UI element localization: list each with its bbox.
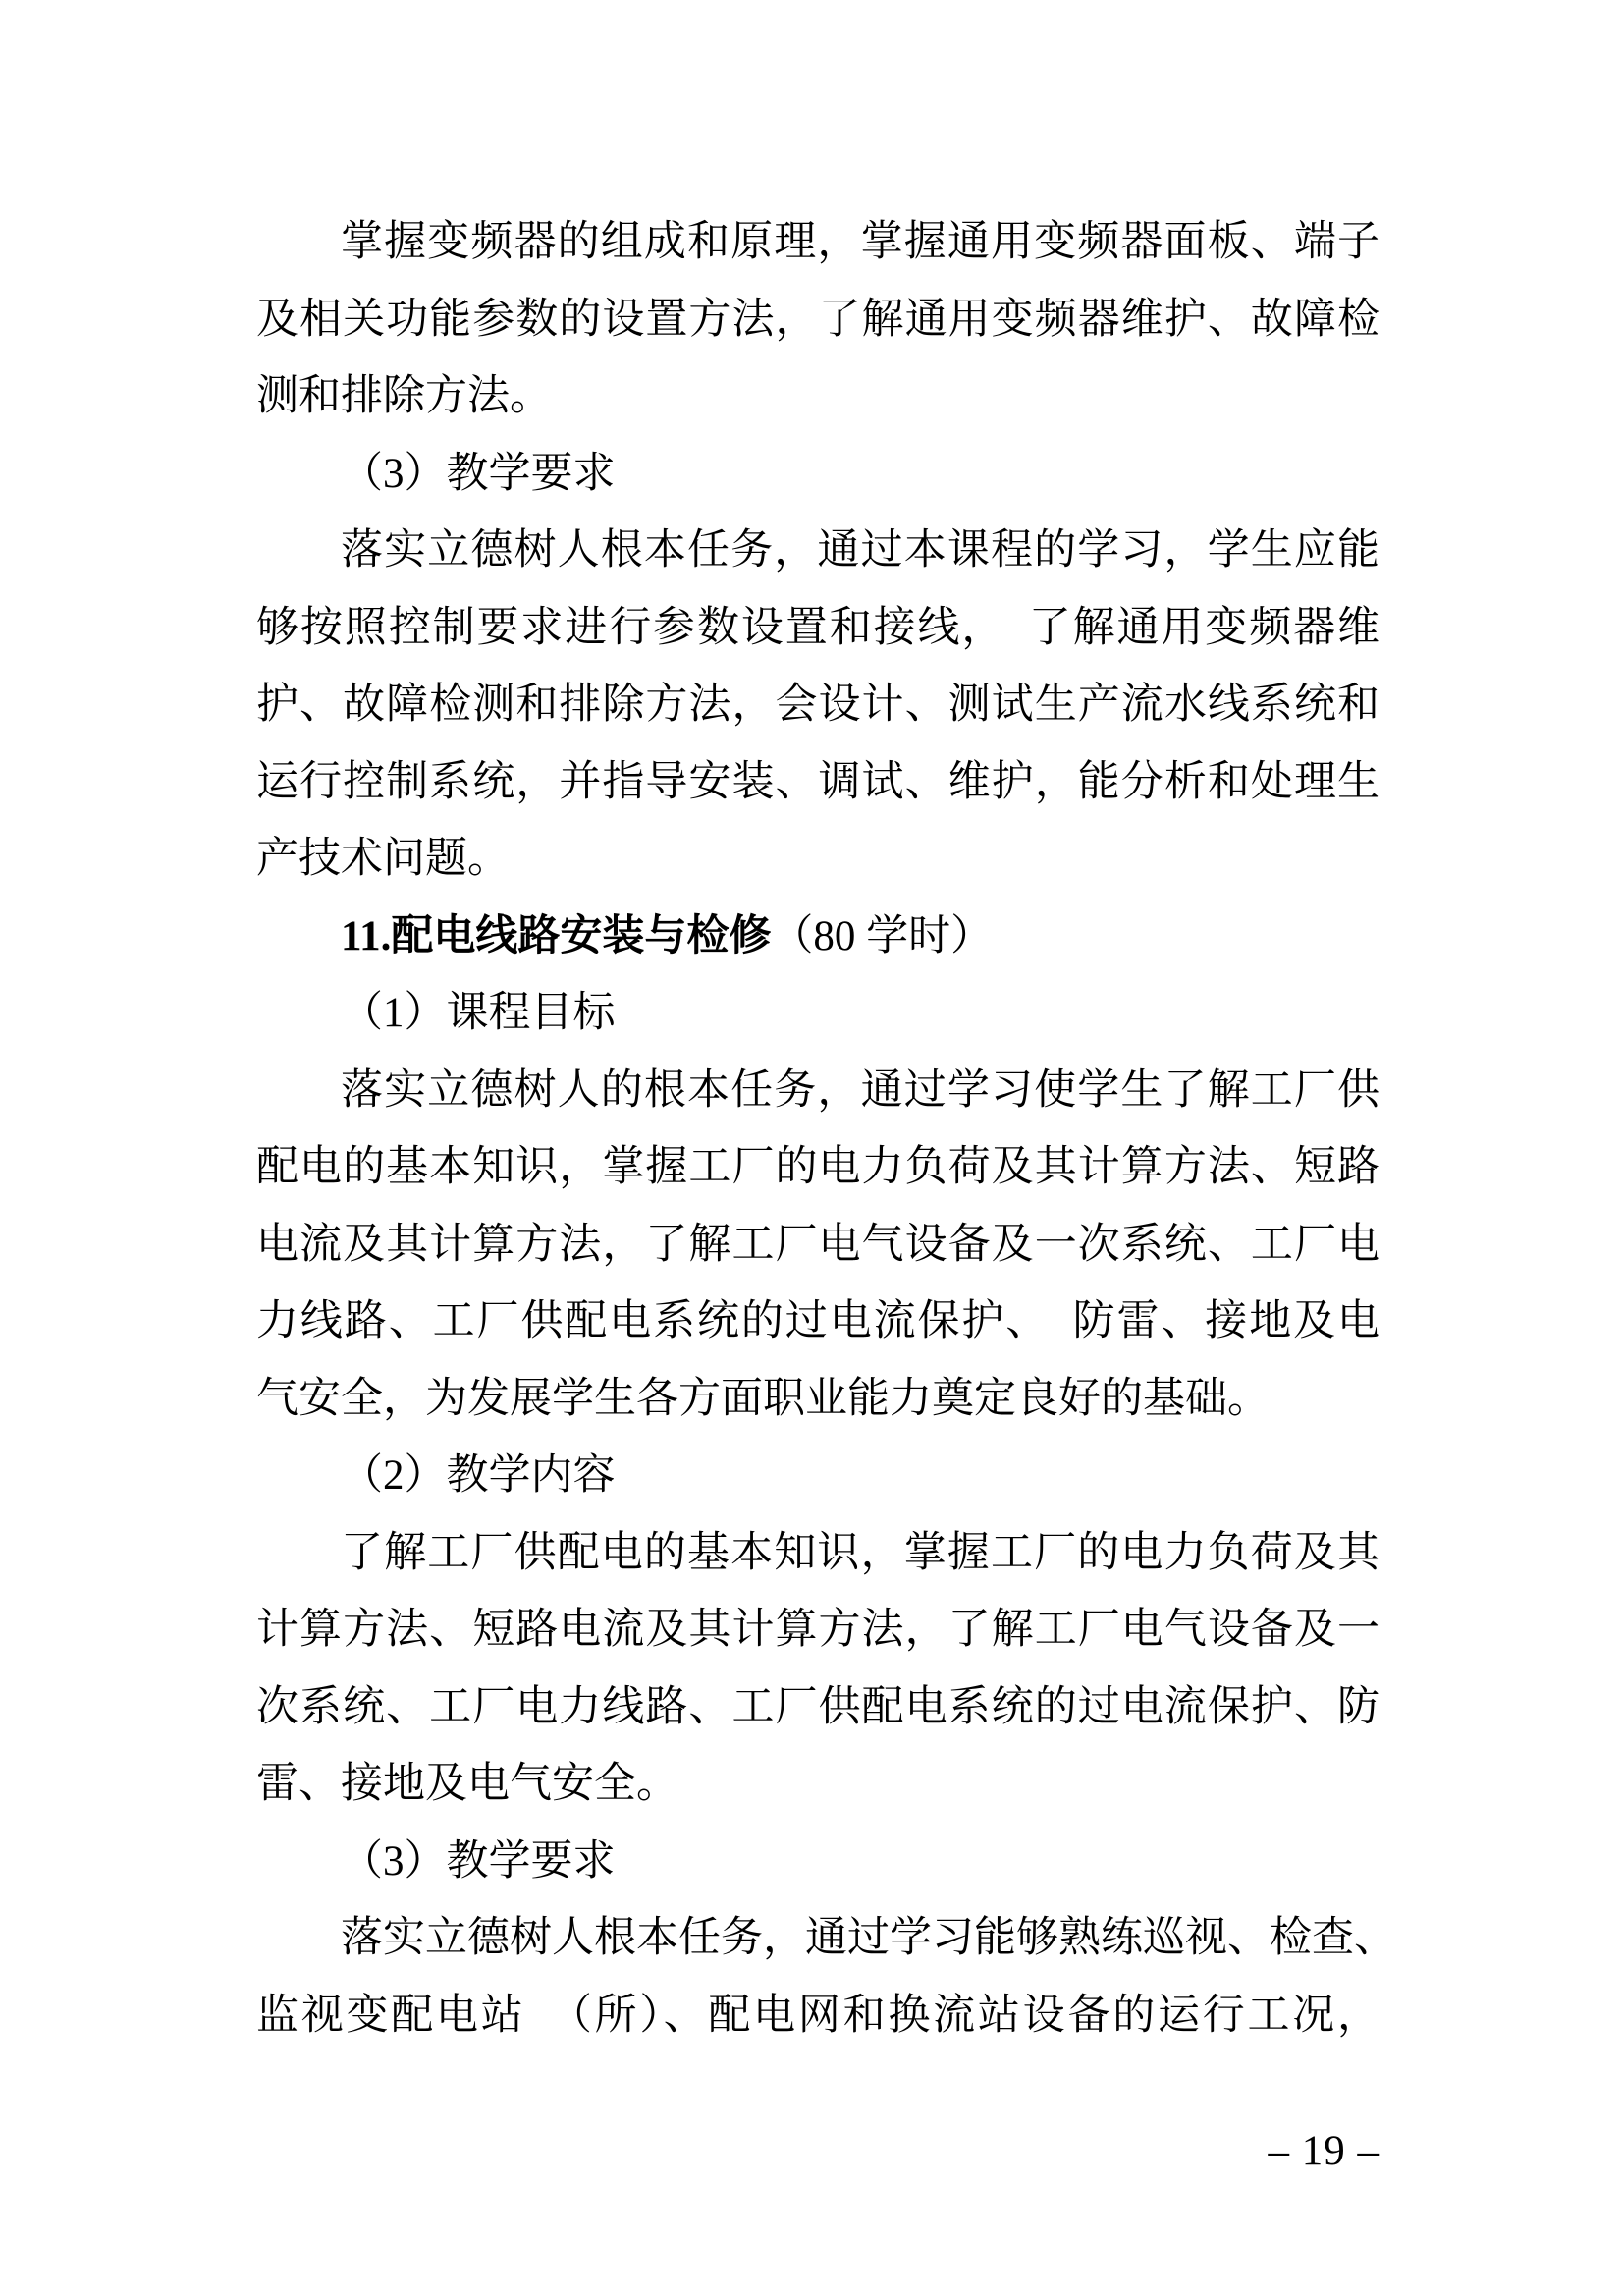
page-number: – 19 –: [1268, 2128, 1380, 2174]
text-column: [256, 204, 1396, 2054]
body-text-line: 落实立德树人根本任务，通过学习能够熟练巡视、检查、: [341, 1915, 1396, 1961]
body-text-line: 雷、接地及电气安全。: [256, 1761, 678, 1807]
section-heading-hours: （80 学时）: [771, 912, 994, 959]
body-text-line: 落实立德树人的根本任务，通过学习使学生了解工厂供: [341, 1066, 1380, 1114]
body-text-line: 气安全，为发展学生各方面职业能力奠定良好的基础。: [256, 1375, 1270, 1422]
body-text-line: 落实立德树人根本任务，通过本课程的学习，学生应能: [341, 527, 1380, 574]
body-text-line: 电流及其计算方法，了解工厂电气设备及一次系统、工厂电: [256, 1221, 1380, 1268]
subsection-heading-line: （3）教学要求: [341, 450, 616, 497]
body-text-line: 运行控制系统，并指导安装、调试、维护，能分析和处理生: [256, 758, 1380, 805]
subsection-heading-line: （3）教学要求: [341, 1837, 616, 1885]
body-text-line: 产技术问题。: [256, 836, 510, 882]
section-heading-title: 11.配电线路安装与检修: [341, 912, 772, 959]
body-text-line: 掌握变频器的组成和原理，掌握通用变频器面板、端子: [341, 219, 1380, 265]
body-text-line: 测和排除方法。: [256, 373, 552, 419]
body-text-line: 配电的基本知识，掌握工厂的电力负荷及其计算方法、短路: [256, 1144, 1380, 1190]
body-text-line: 了解工厂供配电的基本知识，掌握工厂的电力负荷及其: [341, 1529, 1380, 1576]
section-heading: [256, 899, 1380, 976]
body-text-line: 次系统、工厂电力线路、工厂供配电系统的过电流保护、防: [256, 1683, 1380, 1730]
body-text-line: 计算方法、短路电流及其计算方法，了解工厂电气设备及一: [256, 1607, 1380, 1653]
subsection-heading-line: （1）课程目标: [341, 990, 616, 1036]
body-text-line: 力线路、工厂供配电系统的过电流保护、 防雷、接地及电: [256, 1298, 1380, 1344]
body-text-line: 够按照控制要求进行参数设置和接线， 了解通用变频器维: [256, 604, 1380, 651]
body-text-line: 监视变配电站 （所）、配电网和换流站设备的运行工况，: [256, 1992, 1380, 2039]
subsection-heading-line: （2）教学内容: [341, 1452, 616, 1499]
body-text-line: 及相关功能参数的设置方法，了解通用变频器维护、故障检: [256, 296, 1380, 343]
body-text-line: 护、故障检测和排除方法，会设计、测试生产流水线系统和: [256, 682, 1380, 728]
